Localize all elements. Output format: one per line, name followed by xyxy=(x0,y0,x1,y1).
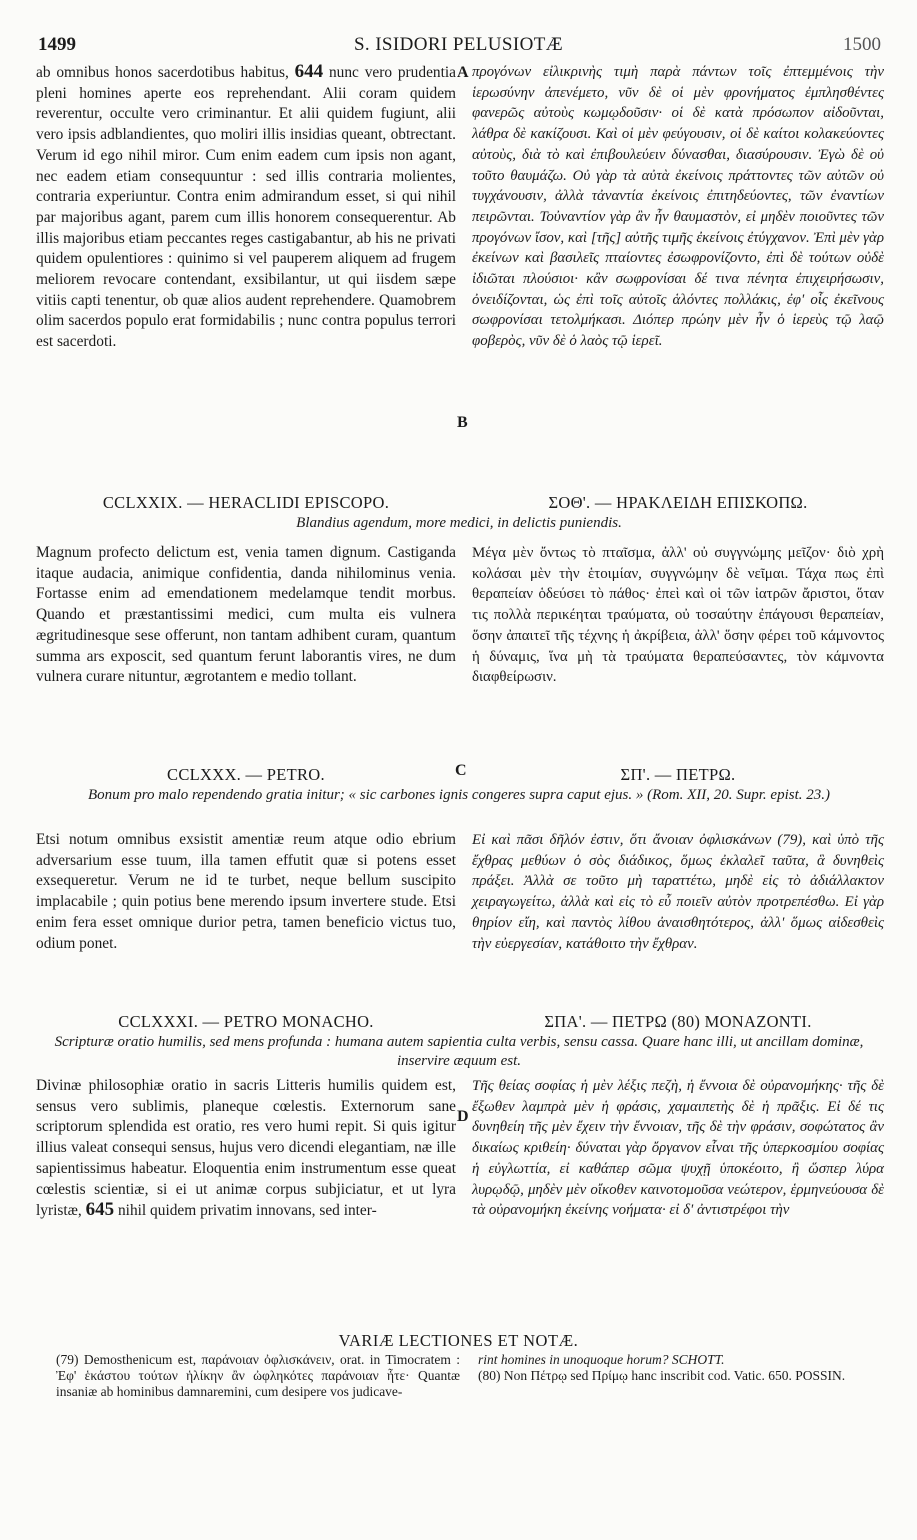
letter-279-greek-title: ΣΟΘ'. — ΗΡΑΚΛΕΙΔΗ ΕΠΙΣΚΟΠΩ. xyxy=(548,493,808,512)
greek-continuation: προγόνων εἰλικρινὴς τιμὴ παρὰ πάντων τοῖς ἐπτεμμένοις τὴν ἱερωσύνην ἀπενέμετο, νῦν δὲ οἱ μὲν φρονήματος ἐμπλησθέντες φανερῶς αὐτοὺς κωμῳδοῦσιν· οἱ δὲ κατὰ πρόσωπον αἰδοῦνται, λάθρα δὲ κακίζουσι. Καὶ οἱ μὲν φεύγουσιν, οἱ δὲ καίτοι κολακεύοντες αὐτοὺς, διὰ τὸ καὶ ἐπιβουλεύειν δύνασθαι, διασύρουσιν. Ἐγὼ δὲ οὐ τοῦτο θαυμάζω. Οὐ γὰρ τὰ αὐτὰ ἐκείνοις πράττοντες τῶν αὐτῶν οὐ τυγχάνουσιν, ἀλλὰ τἀναντία ἐκείνοις ἐπιτηδεύοντες, τῶν ἐναντίων πειρῶνται. Τοὐναντίον γὰρ ἂν ἦν θαυμαστὸν, εἰ μηδὲν ποιοῦντες τῶν προγόνων ἴσον, καὶ [τῆς] αὐτῆς τιμῆς ἐκείνοις ἐτύγχανον. Ἐπὶ μὲν γὰρ ἐκείνων καὶ βασιλεῖς πταίοντες ἐσωφρονίζοντο, ἐπὶ δὲ τούτων οὐδὲ ἰδιῶται πλούσιοι· κἂν σωφρονίσαι δέ τινα πένητα ἐπιχειρήσωσιν, ὀνειδίζονται, ὡς ἐπὶ τοῖς αὐτοῖς ἁλόντες πολλάκις, ἐφ' οἷς ἐκεῖνους σωφρονίσαι τετολμήκασι. Διόπερ πρώην μὲν ἦν ὁ ἱερεὺς τῷ λαῷ φοβερὸς, νῦν δὲ ὁ λαὸς τῷ ἱερεῖ. xyxy=(472,64,884,350)
letter-281-latin-part1: Divinæ philosophiæ oratio in sacris Litteris humilis quidem est, sensus vero sublimis, planeque cœlestis. Externorum sane scriptorum splendida est oratio, res vero humi repit. Si quis igitur illius valeat consequi sensus, hujus vero dicendi elegantiam, næ ille sapientissimus habeatur. Eloquentia enim instrumentum esse queat cœlestis scientiæ, si ei ut animæ corpus subjiciatur, et ut lyra lyristæ, xyxy=(36,1077,456,1220)
letter-281-greek-title: ΣΠΑ'. — ΠΕΤΡΩ (80) ΜΟΝΑΖΟΝΤΙ. xyxy=(544,1012,812,1031)
column-number-644: 644 xyxy=(294,61,324,82)
running-title: S. ISIDORI PELUSIOTÆ xyxy=(353,34,564,55)
column-number-645: 645 xyxy=(85,1199,115,1221)
latin-continuation xyxy=(36,62,456,353)
letter-281-latin-text xyxy=(36,1076,456,1222)
letter-281-greek-text: Τῆς θείας σοφίας ἡ μὲν λέξις πεζὴ, ἡ ἔννοια δὲ οὐρανομήκης· τῆς δὲ ἔξωθεν λαμπρὰ μὲν ἡ φράσις, χαμαιπετὴς δὲ ἡ πρᾶξις. Εἰ δέ τις δυνηθείη τῆς μὲν ἔχειν τὴν ἔννοιαν, τῆς δὲ τὴν φράσιν, σοφώτατος ἂν δικαίως κριθείη· δύναται γὰρ ὄργανον εἶναι τῆς ὑπερκοσμίου σοφίας ἡ εὐγλωττία, εἰ καθάπερ σῶμα ψυχῇ ὑποκέοιτο, ἢ ὥσπερ λύρα λυρῳδῷ, μηδὲν μὲν οἴκοθεν καινοτομοῦσα νεώτερον, ἑρμηνεύουσα δὲ τὰ οὐρανομήκη ἐκείνης νοήματα· εἰ δ' ἀντιστρέφοι τὴν xyxy=(472,1078,884,1219)
letter-280-summary: Bonum pro malo rependendo gratia initur; « sic carbones ignis congeres supra caput ejus. » (Rom. XII, 20. Supr. epist. 23.) xyxy=(87,787,830,803)
latin-continuation-part1: ab omnibus honos sacerdotibus habitus, xyxy=(36,64,289,81)
letter-280-latin-title: CCLXXX. — PETRO. xyxy=(167,765,325,784)
page-number-right: 1500 xyxy=(843,34,881,55)
letter-279-greek-text: Μέγα μὲν ὄντως τὸ πταῖσμα, ἀλλ' οὐ συγγνώμης μεῖζον· διὸ χρὴ κολάσαι μὲν τὴν ἑτοιμίαν, συγγνώμην δὲ νεῖμαι. Τάχα πως ἐπὶ θεραπείαν ὁδεύσει τὸ πάθος· ἐπεὶ καὶ οἱ τῶν ἰατρῶν ἄριστοι, ὅταν τις πολλὰ περικέηται τραύματα, οὐ τοσαύτην ἐπάγουσι θεραπείαν, ὅσην ἀπαιτεῖ τῆς τέχνης ἡ ἀκρίβεια, ἀλλ' ὅσην φέρει τοῦ κάμνοντος ἡ δύναμις, ἵνα μὴ τὰ τραύματα θεραπεύσαντες, τὸν κάμνοντα διαφθείρωσιν. xyxy=(472,545,884,686)
letter-279-latin-text: Magnum profecto delictum est, venia tamen dignum. Castiganda itaque audacia, animique confidentia, danda nihilominus venia. Fortasse enim ad emendationem medelamque tendit morbus. Quando et præstantissimi medici, cum multa eis vulnera ægritudinesque sese offerunt, non tantam adhibent curam, quantum summa ars exposcit, sed quantum ferunt laborantis vires, ne dum vulnera curare nituntur, ægrotantem e medio tollant. xyxy=(36,544,456,686)
margin-marker-c: C xyxy=(455,762,467,779)
margin-marker-a: A xyxy=(457,64,469,81)
letter-279-latin-title: CCLXXIX. — HERACLIDI EPISCOPO. xyxy=(102,493,390,512)
note-80: (80) Non Πέτρῳ sed Πρίμῳ hanc inscribit cod. Vatic. 650. POSSIN. xyxy=(478,1368,846,1383)
margin-marker-d: D xyxy=(457,1108,469,1125)
note-79-continuation: rint homines in unoquoque horum? SCHOTT. xyxy=(478,1352,725,1367)
letter-279-summary: Blandius agendum, more medici, in delictis puniendis. xyxy=(296,515,622,531)
letter-280-greek-text: Εἰ καὶ πᾶσι δῆλόν ἐστιν, ὅτι ἄνοιαν ὀφλισκάνων (79), καὶ ὑπὸ τῆς ἔχθρας μεθύων ὁ σὸς διάδικος, ὅμως ἐκλαλεῖ ταῦτα, ἃ δυνηθεὶς πράξει. Ἀλλὰ σε τοῦτο μὴ ταραττέτω, μηδὲ εἰς τὸ ἀδιάλλακτον χειραγωγείτω, ἀλλὰ καὶ εἰς τὸ εὖ ποιεῖν αὐτὸν προτρεπέσθω. Εἰ γὰρ θηρίον εἴη, καὶ παντὸς λίθου ἀναισθητότερος, ἀλλ' ὅμως αἰδεσθεὶς τὴν εὐεργεσίαν, κατάθοιτο τὴν ἔχθραν. xyxy=(472,832,884,952)
letter-280-greek-title: ΣΠ'. — ΠΕΤΡΩ. xyxy=(620,765,736,784)
note-79: (79) Demosthenicum est, παράνοιαν ὀφλισκάνειν, orat. in Timocratem : Ἐφ' ἑκάστου τούτων ἡλίκην ἂν ὠφληκότες παράνοιαν ἦτε· Quantæ insaniæ ab hominibus damnaremini, cum desipere vos judicave- xyxy=(56,1352,460,1399)
letter-281-summary: Scripturæ oratio humilis, sed mens profunda : humana autem sapientia culta verbis, sensu cassa. Quare hanc illi, ut ancillam dominæ, inservire æquum est. xyxy=(54,1034,864,1069)
margin-marker-b: B xyxy=(457,414,468,431)
latin-continuation-part2: nunc vero prudentia pleni homines aperte eos reprehendant. Alii coram quidem reverentur, occulte vero criminantur. Et alii quidem fugiunt, alii vero ipsis adblandientes, quo moliri illis insidias queant, obtrectant. Verum id ego nihil miror. Cum enim eadem cum ipsis non agant, nec eadem etiam consequuntur : sed illis contraria molientes, contraria experiuntur. Contra enim admirandum esset, si qui nihil par majoribus agant, parem cum illis honorem consequerentur. Ab illis majoribus etiam peccantes reges castigabantur, ab his ne privati quidem opulentiores : quinimo si vel pauperem aliquem ad frugem meliorem revocare contendant, exsibilantur, ut qui iisdem sæpe vitiis capti tenentur, ob quæ alios audent reprehendere. Quamobrem olim sacerdos populo erat formidabilis ; nunc contra populus terrori est sacerdoti. xyxy=(36,64,456,351)
letter-280-latin-text: Etsi notum omnibus exsistit amentiæ reum atque odio ebrium adversarium esse tuum, illa tamen effutit quæ si potens esset exsequeretur. Verum ne id te turbet, neque bellum suscipito implacabile ; quin potius bene merendo ipsum invertere stude. Etsi enim fera esset omnique durior petra, tamen beneficio victus tuo, odium ponet. xyxy=(36,831,456,952)
letter-281-latin-title: CCLXXXI. — PETRO MONACHO. xyxy=(118,1012,374,1031)
page-number-left: 1499 xyxy=(38,34,76,55)
letter-281-latin-part2: nihil quidem privatim innovans, sed inter- xyxy=(117,1202,377,1220)
notes-title: VARIÆ LECTIONES ET NOTÆ. xyxy=(338,1331,579,1350)
